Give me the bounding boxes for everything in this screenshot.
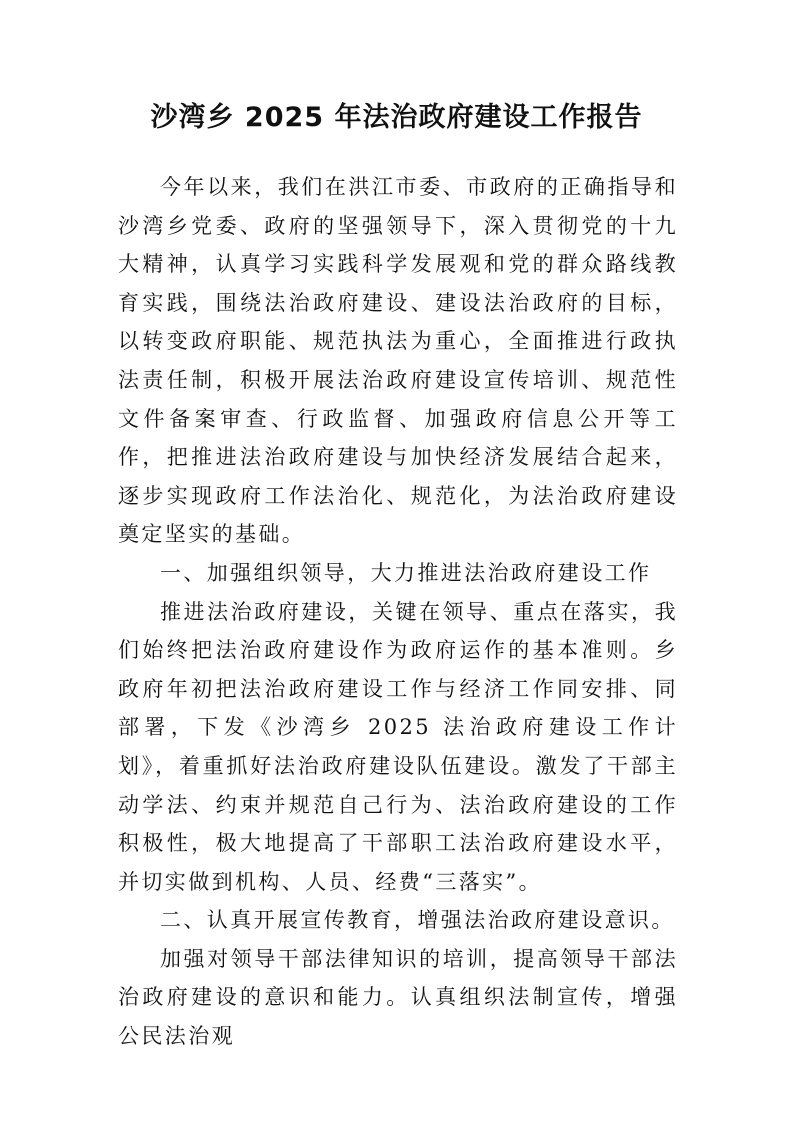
section-heading-2: 二、认真开展宣传教育，增强法治政府建设意识。	[160, 908, 675, 933]
section-paragraph-2: 加强对领导干部法律知识的培训，提高领导干部法治政府建设的意识和能力。认真组织法制宣传，增强公民法治观	[118, 946, 678, 1049]
document-title: 沙湾乡 2025 年法治政府建设工作报告	[150, 102, 643, 133]
section-paragraph-1: 推进法治政府建设，关键在领导、重点在落实，我们始终把法治政府建设作为政府运作的基本准则。乡政府年初把法治政府建设工作与经济工作同安排、同部署，下发《沙湾乡 2025 法治政府建设工作计划》，着重抓好法治政府建设队伍建设。激发了干部主动学法、约束并规范自己行为、法治政府建设的工作积极性，极大地提高了干部职工法治政府建设水平，并切实做到机构、人员、经费“三落实”。	[118, 599, 678, 894]
section-heading-1: 一、加强组织领导，大力推进法治政府建设工作	[160, 560, 652, 585]
intro-paragraph: 今年以来，我们在洪江市委、市政府的正确指导和沙湾乡党委、政府的坚强领导下，深入贯彻党的十九大精神，认真学习实践科学发展观和党的群众路线教育实践，围绕法治政府建设、建设法治政府的目标，以转变政府职能、规范执法为重心，全面推进行政执法责任制，积极开展法治政府建设宣传培训、规范性文件备案审查、行政监督、加强政府信息公开等工作，把推进法治政府建设与加快经济发展结合起来，逐步实现政府工作法治化、规范化，为法治政府建设奠定坚实的基础。	[118, 175, 678, 547]
document-body	[118, 168, 678, 1056]
